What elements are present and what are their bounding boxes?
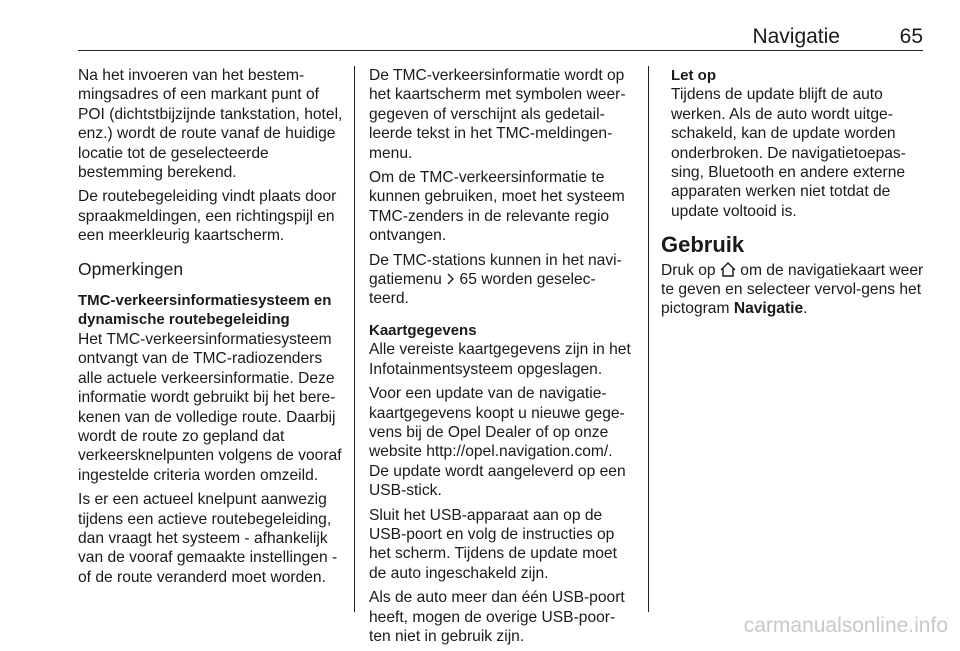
subheading: TMC-verkeersinformatiesysteem en dynamische routebegeleiding	[78, 292, 332, 329]
page-header	[78, 22, 923, 51]
text: De TMC-stations kunnen in het navi-gatiemenu	[369, 251, 622, 289]
text: .	[803, 300, 808, 318]
text: worden geselec-teerd.	[369, 271, 596, 308]
column-1	[78, 66, 348, 592]
paragraph: Is er een actueel knelpunt aanwezig tijdens een actieve routebegeleiding, dan vraagt het systeem - afhankelijk van de vooraf gemaakte instellingen - of de route veranderd moet worden.	[78, 491, 338, 586]
page-number: 65	[899, 25, 923, 48]
column-3	[661, 66, 925, 324]
column-divider	[354, 66, 355, 612]
menu-label: Navigatie	[733, 300, 804, 318]
paragraph: Om de TMC-verkeersinformatie te kunnen gebruiken, moet het systeem TMC-zenders in de relevante regio ontvangen.	[369, 169, 625, 245]
paragraph: Sluit het USB-apparaat aan op de USB-poort en volg de instructies op het scherm. Tijdens de update moet de auto ingeschakeld zijn.	[369, 506, 617, 582]
column-divider	[648, 66, 649, 612]
paragraph: Na het invoeren van het bestem-mingsadres of een markant punt of POI (dichtstbijzijnde tankstation, hotel, enz.) wordt de route vanaf de huidige locatie tot de geselecteerde bestemming berekend.	[78, 67, 343, 182]
paragraph: De TMC-verkeersinformatie wordt op het kaartscherm met symbolen weer-gegeven of verschijnt als gedetail-leerde tekst in het TMC-meldingen-menu.	[369, 67, 626, 162]
paragraph: Het TMC-verkeersinformatiesysteem ontvangt van de TMC-radiozenders alle actuele verkeersinformatie. Deze informatie wordt gebruikt bij het bere-kenen van de volledige route. Daarbij wordt de route zo gepland dat verkeersknelpunten volgens de vooraf ingestelde criteria worden omzeild.	[78, 330, 342, 484]
note-text: Tijdens de update blijft de auto werken. Als de auto wordt uitge-schakeld, kan de update worden onderbroken. De navigatietoepas-sing, Bluetooth en andere externe apparaten werken niet totdat de update voltooid is.	[671, 86, 906, 220]
subheading: Kaartgegevens	[369, 321, 477, 339]
text: om de navigatiekaart weer te geven en selecteer vervol-gens het pictogram	[661, 261, 924, 318]
section-heading: Gebruik	[661, 232, 745, 258]
watermark: carmanualsonline.info	[743, 614, 948, 637]
section-title: Navigatie	[752, 25, 840, 48]
section-heading: Opmerkingen	[78, 258, 184, 279]
paragraph: De routebegeleiding vindt plaats door spraakmeldingen, een richtingspijl en een meerkleurig kaartscherm.	[78, 188, 337, 245]
paragraph: Als de auto meer dan één USB-poort heeft, mogen de overige USB-poor-ten niet in gebruik zijn.	[369, 589, 625, 645]
column-2	[369, 66, 635, 651]
paragraph	[661, 261, 925, 319]
page-reference-icon	[446, 273, 455, 285]
page-reference: 65	[459, 271, 477, 289]
home-icon	[720, 262, 736, 277]
note-title: Let op	[671, 67, 716, 84]
text: Druk op	[661, 261, 716, 279]
paragraph	[369, 251, 635, 309]
paragraph: Alle vereiste kaartgegevens zijn in het Infotainmentsysteem opgeslagen.	[369, 341, 631, 378]
paragraph: Voor een update van de navigatie-kaartgegevens koopt u nieuwe gege-vens bij de Opel Dealer of op onze website http://opel.navigation.com/. De update wordt aangeleverd op een USB-stick.	[369, 385, 626, 500]
